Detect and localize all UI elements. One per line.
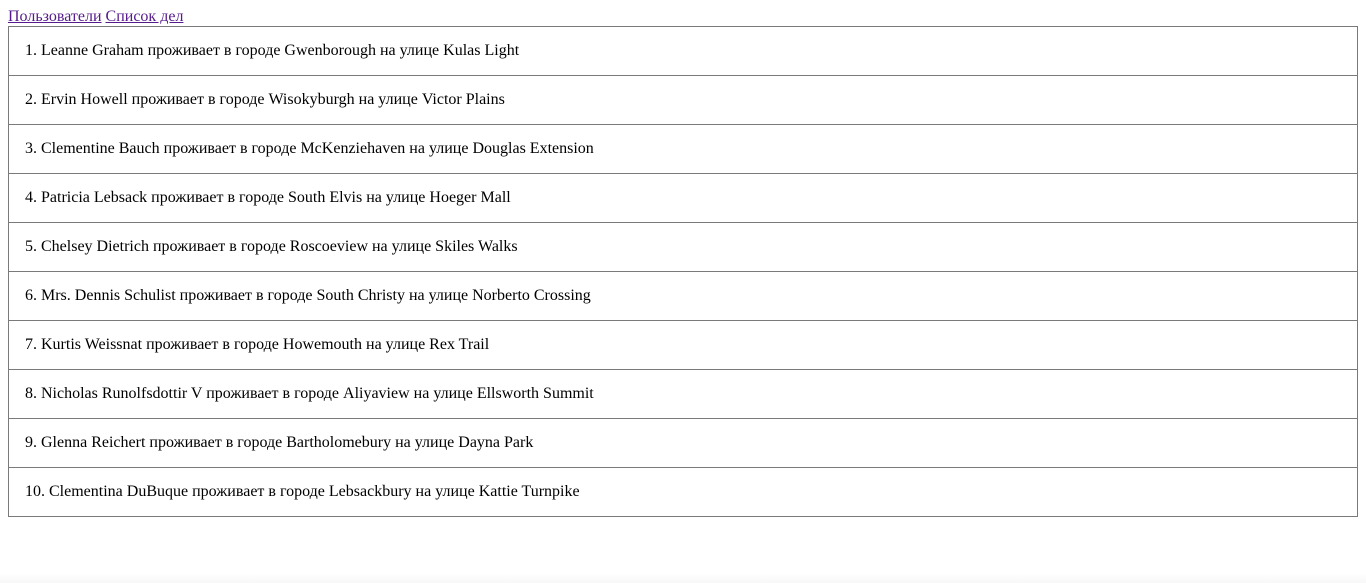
list-item (8, 26, 1358, 76)
item-number: 7. (25, 336, 37, 353)
item-number: 3. (25, 140, 37, 157)
item-text: Clementina DuBuque проживает в городе Lebsackbury на улице Kattie Turnpike (49, 483, 580, 500)
list-item (8, 418, 1358, 468)
item-text: Ervin Howell проживает в городе Wisokyburgh на улице Victor Plains (41, 91, 505, 108)
users-link[interactable]: Пользователи (8, 8, 102, 25)
item-number: 4. (25, 189, 37, 206)
item-number: 1. (25, 42, 37, 59)
item-number: 2. (25, 91, 37, 108)
item-number: 8. (25, 385, 37, 402)
item-text: Patricia Lebsack проживает в городе South Elvis на улице Hoeger Mall (41, 189, 511, 206)
item-text: Clementine Bauch проживает в городе McKenziehaven на улице Douglas Extension (41, 140, 594, 157)
item-number: 5. (25, 238, 37, 255)
list-item (8, 124, 1358, 174)
item-text: Kurtis Weissnat проживает в городе Howemouth на улице Rex Trail (41, 336, 490, 353)
list-item (8, 75, 1358, 125)
item-text: Nicholas Runolfsdottir V проживает в городе Aliyaview на улице Ellsworth Summit (41, 385, 594, 402)
user-list (8, 26, 1358, 517)
list-item (8, 467, 1358, 517)
list-item (8, 320, 1358, 370)
item-number: 9. (25, 434, 37, 451)
item-text: Leanne Graham проживает в городе Gwenborough на улице Kulas Light (41, 42, 520, 59)
item-text: Chelsey Dietrich проживает в городе Roscoeview на улице Skiles Walks (41, 238, 518, 255)
list-item (8, 271, 1358, 321)
item-number: 6. (25, 287, 37, 304)
item-number: 10. (25, 483, 45, 500)
top-nav (8, 7, 183, 27)
bottom-shadow (0, 573, 1366, 583)
item-text: Glenna Reichert проживает в городе Bartholomebury на улице Dayna Park (41, 434, 534, 451)
todos-link[interactable]: Список дел (105, 8, 184, 25)
list-item (8, 369, 1358, 419)
item-text: Mrs. Dennis Schulist проживает в городе South Christy на улице Norberto Crossing (41, 287, 591, 304)
list-item (8, 222, 1358, 272)
list-item (8, 173, 1358, 223)
